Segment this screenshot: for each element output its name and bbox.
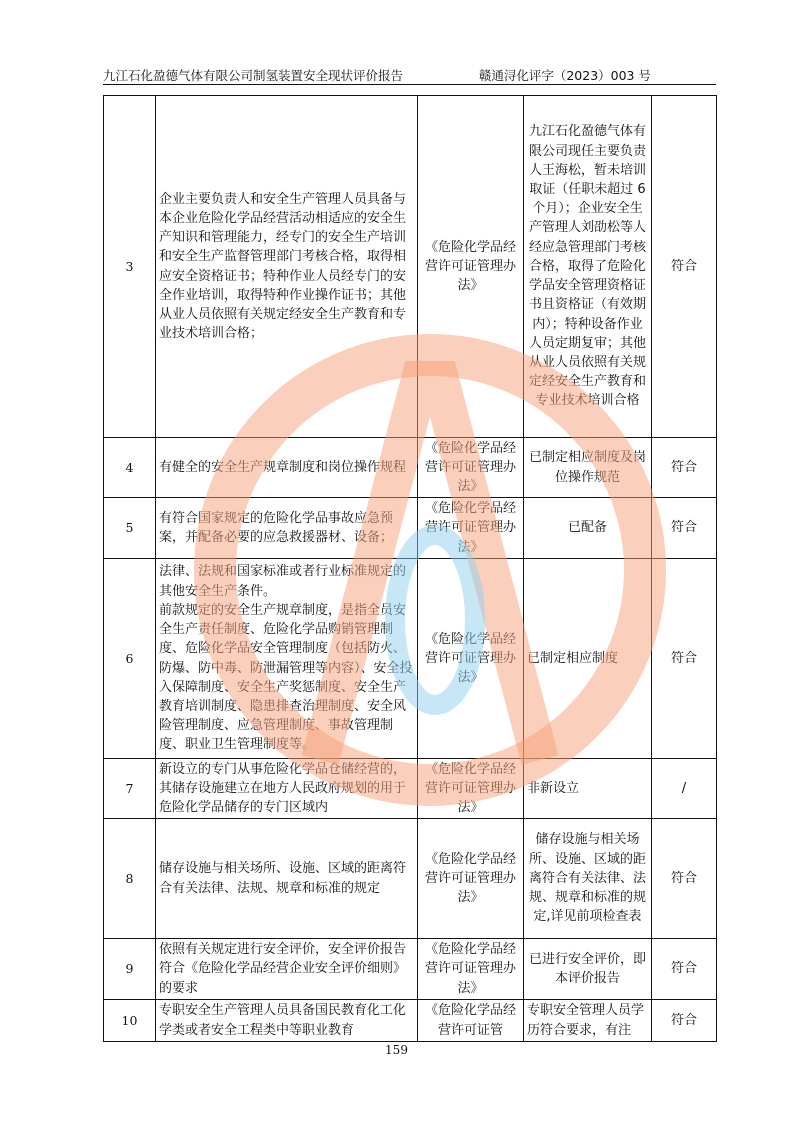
actual-cell: 专职安全管理人员学历符合要求，有注 <box>524 1000 652 1042</box>
table-row <box>104 498 717 559</box>
row-number: 4 <box>104 438 156 498</box>
table-row <box>104 1000 717 1042</box>
table-row <box>104 559 717 759</box>
row-number: 5 <box>104 498 156 559</box>
basis-cell: 《危险化学品经营许可证管理办法》 <box>418 559 524 759</box>
row-number: 9 <box>104 939 156 1000</box>
page-header <box>103 66 689 84</box>
result-cell: 符合 <box>652 939 717 1000</box>
row-number: 3 <box>104 96 156 438</box>
basis-cell: 《危险化学品经营许可证管理办法》 <box>418 819 524 939</box>
actual-cell: 非新设立 <box>524 759 652 819</box>
basis-cell: 《危险化学品经营许可证管 <box>418 1000 524 1042</box>
result-cell: 符合 <box>652 498 717 559</box>
result-cell: 符合 <box>652 1000 717 1042</box>
table-row <box>104 759 717 819</box>
actual-cell: 已进行安全评价，即本评价报告 <box>524 939 652 1000</box>
actual-cell: 已制定相应制度及岗位操作规范 <box>524 438 652 498</box>
table-row <box>104 438 717 498</box>
basis-cell: 《危险化学品经营许可证管理办法》 <box>418 759 524 819</box>
row-number: 10 <box>104 1000 156 1042</box>
result-cell: 符合 <box>652 819 717 939</box>
requirement-cell: 储存设施与相关场所、设施、区域的距离符合有关法律、法规、规章和标准的规定 <box>156 819 418 939</box>
requirement-cell: 法律、法规和国家标准或者行业标准规定的其他安全生产条件。 前款规定的安全生产规章制度，是指全员安全生产责任制度、危险化学品购销管理制度、危险化学品安全管理制度（包括防火、防爆、防中毒、防泄漏管理等内容）、安全投入保障制度、安全生产奖惩制度、安全生产教育培训制度、隐患排查治理制度、安全风险管理制度、应急管理制度、事故管理制度、职业卫生管理制度等。 <box>156 559 418 759</box>
report-number: 赣通浔化评字（2023）003 号 <box>478 68 651 83</box>
table-row <box>104 96 717 438</box>
page-number: 159 <box>385 1043 408 1057</box>
result-cell: 符合 <box>652 438 717 498</box>
basis-cell: 《危险化学品经营许可证管理办法》 <box>418 438 524 498</box>
row-number: 6 <box>104 559 156 759</box>
actual-cell: 储存设施与相关场所、设施、区域的距离符合有关法律、法规、规章和标准的规定,详见前项检查表 <box>524 819 652 939</box>
basis-cell: 《危险化学品经营许可证管理办法》 <box>418 939 524 1000</box>
requirement-cell: 新设立的专门从事危险化学品仓储经营的，其储存设施建立在地方人民政府规划的用于危险化学品储存的专门区域内 <box>156 759 418 819</box>
row-number: 8 <box>104 819 156 939</box>
actual-cell: 九江石化盈德气体有限公司现任主要负责人王海松，暂未培训取证（任职未超过 6 个月）；企业安全生产管理人刘劭松等人经应急管理部门考核合格，取得了危险化学品安全管理资格证书且资格证（有效期内）；特种设备作业人员定期复审；其他从业人员依照有关规定经安全生产教育和专业技术培训合格 <box>524 96 652 438</box>
requirement-cell: 有健全的安全生产规章制度和岗位操作规程 <box>156 438 418 498</box>
result-cell: / <box>652 759 717 819</box>
basis-cell: 《危险化学品经营许可证管理办法》 <box>418 498 524 559</box>
table-row <box>104 819 717 939</box>
header-rule <box>103 84 716 85</box>
actual-cell: 已制定相应制度 <box>524 559 652 759</box>
result-cell: 符合 <box>652 96 717 438</box>
row-number: 7 <box>104 759 156 819</box>
checklist-table <box>103 95 717 1042</box>
result-cell: 符合 <box>652 559 717 759</box>
basis-cell: 《危险化学品经营许可证管理办法》 <box>418 96 524 438</box>
actual-cell: 已配备 <box>524 498 652 559</box>
report-title: 九江石化盈德气体有限公司制氢装置安全现状评价报告 <box>103 68 404 83</box>
requirement-cell: 依照有关规定进行安全评价，安全评价报告符合《危险化学品经营企业安全评价细则》的要求 <box>156 939 418 1000</box>
requirement-cell: 专职安全生产管理人员具备国民教育化工化学类或者安全工程类中等职业教育 <box>156 1000 418 1042</box>
table-row <box>104 939 717 1000</box>
requirement-cell: 企业主要负责人和安全生产管理人员具备与本企业危险化学品经营活动相适应的安全生产知识和管理能力，经专门的安全生产培训和安全生产监督管理部门考核合格，取得相应安全资格证书；特种作业人员经专门的安全作业培训，取得特种作业操作证书；其他从业人员依照有关规定经安全生产教育和专业技术培训合格； <box>156 96 418 438</box>
requirement-cell: 有符合国家规定的危险化学品事故应急预案，并配备必要的应急救援器材、设备； <box>156 498 418 559</box>
